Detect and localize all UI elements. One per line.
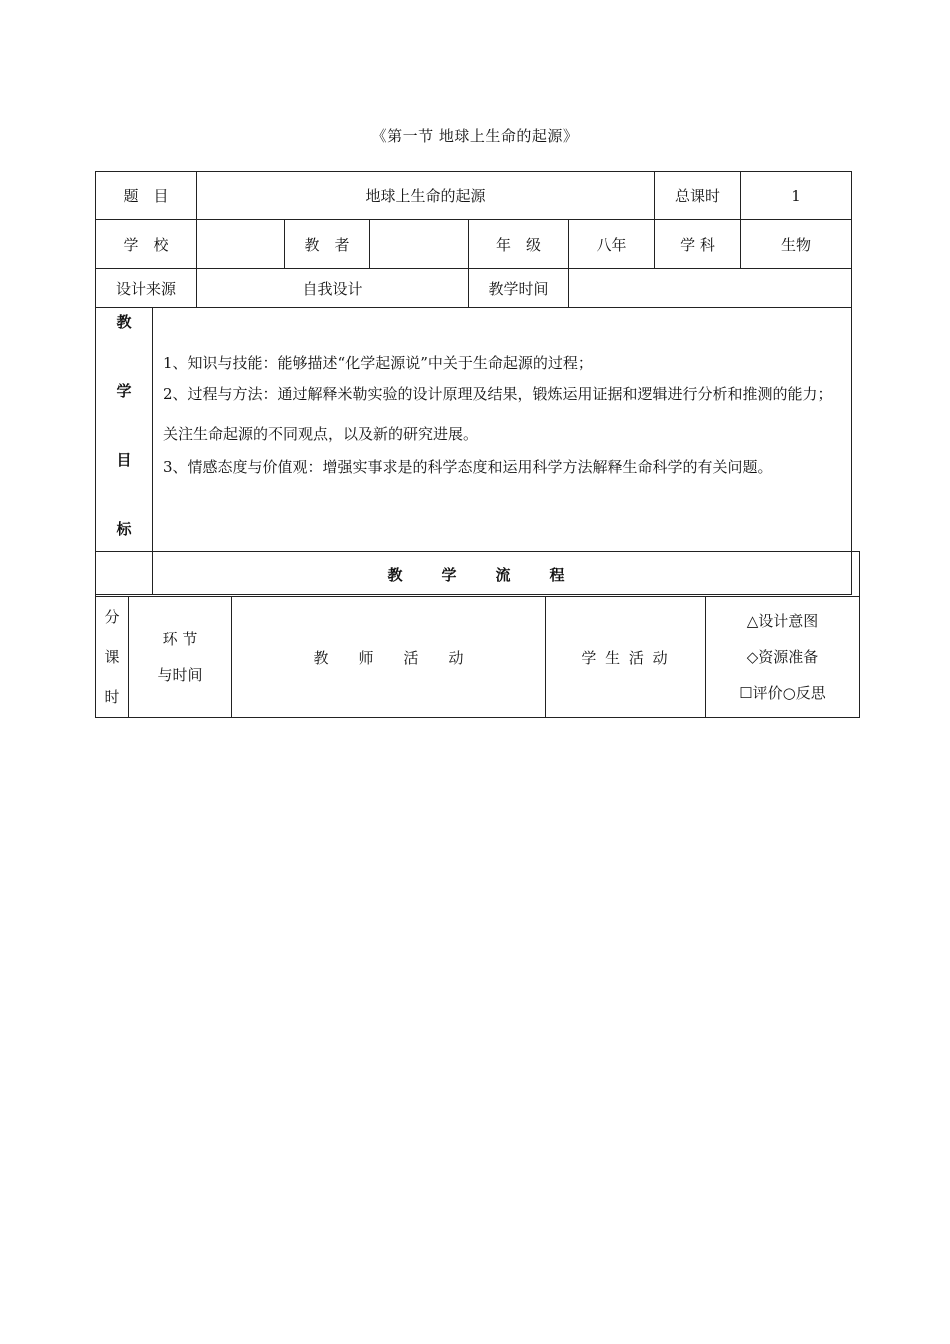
- subject-value: 生物: [741, 220, 852, 269]
- objectives-heading-char: 标: [116, 520, 132, 538]
- teacher-activity-column-header: 教 师 活 动: [232, 597, 546, 718]
- teaching-flow-heading: 教 学 流 程: [96, 552, 860, 597]
- objectives-heading-char: 目: [116, 451, 132, 469]
- objective-item: 1、知识与技能：能够描述“化学起源说”中关于生命起源的过程；: [163, 354, 593, 372]
- total-hours-label: 总课时: [655, 172, 741, 220]
- stage-label: 环 节: [162, 630, 198, 648]
- lesson-info-table: [95, 171, 852, 308]
- lesson-period-char: 课: [104, 648, 120, 666]
- school-value: [197, 220, 285, 269]
- document-title: 《第一节 地球上生命的起源》: [371, 127, 579, 145]
- objectives-heading-char: 教: [116, 313, 132, 331]
- student-activity-column-header: 学 生 活 动: [546, 597, 706, 718]
- design-notes-column-header: [706, 597, 860, 718]
- objectives-heading-char: 学: [116, 382, 132, 400]
- teacher-label: 教 者: [285, 220, 370, 269]
- evaluation-reflection-legend: ☐评价○反思: [739, 684, 826, 702]
- design-intent-legend: △设计意图: [746, 612, 819, 630]
- resource-prep-legend: ◇资源准备: [746, 648, 819, 666]
- lesson-period-column-header: [96, 597, 129, 718]
- objective-item: 2、过程与方法：通过解释米勒实验的设计原理及结果，锻炼运用证据和逻辑进行分析和推测的能力；关注生命起源的不同观点，以及新的研究进展。: [163, 385, 833, 443]
- objective-item: 3、情感态度与价值观：增强实事求是的科学态度和运用科学方法解释生命科学的有关问题。: [163, 458, 773, 476]
- teacher-value: [370, 220, 469, 269]
- teaching-time-label: 教学时间: [469, 269, 569, 308]
- source-label: 设计来源: [96, 269, 197, 308]
- topic-value: 地球上生命的起源: [197, 172, 655, 220]
- lesson-period-char: 时: [104, 688, 120, 706]
- subject-label: 学 科: [655, 220, 741, 269]
- grade-value: 八年: [569, 220, 655, 269]
- source-value: 自我设计: [197, 269, 469, 308]
- total-hours-value: 1: [741, 172, 852, 220]
- teaching-flow-table: [95, 551, 860, 718]
- grade-label: 年 级: [469, 220, 569, 269]
- stage-time-column-header: [129, 597, 232, 718]
- time-label: 与时间: [157, 666, 203, 684]
- teaching-time-value: [569, 269, 852, 308]
- school-label: 学 校: [96, 220, 197, 269]
- lesson-period-char: 分: [104, 608, 120, 626]
- topic-label: 题 目: [96, 172, 197, 220]
